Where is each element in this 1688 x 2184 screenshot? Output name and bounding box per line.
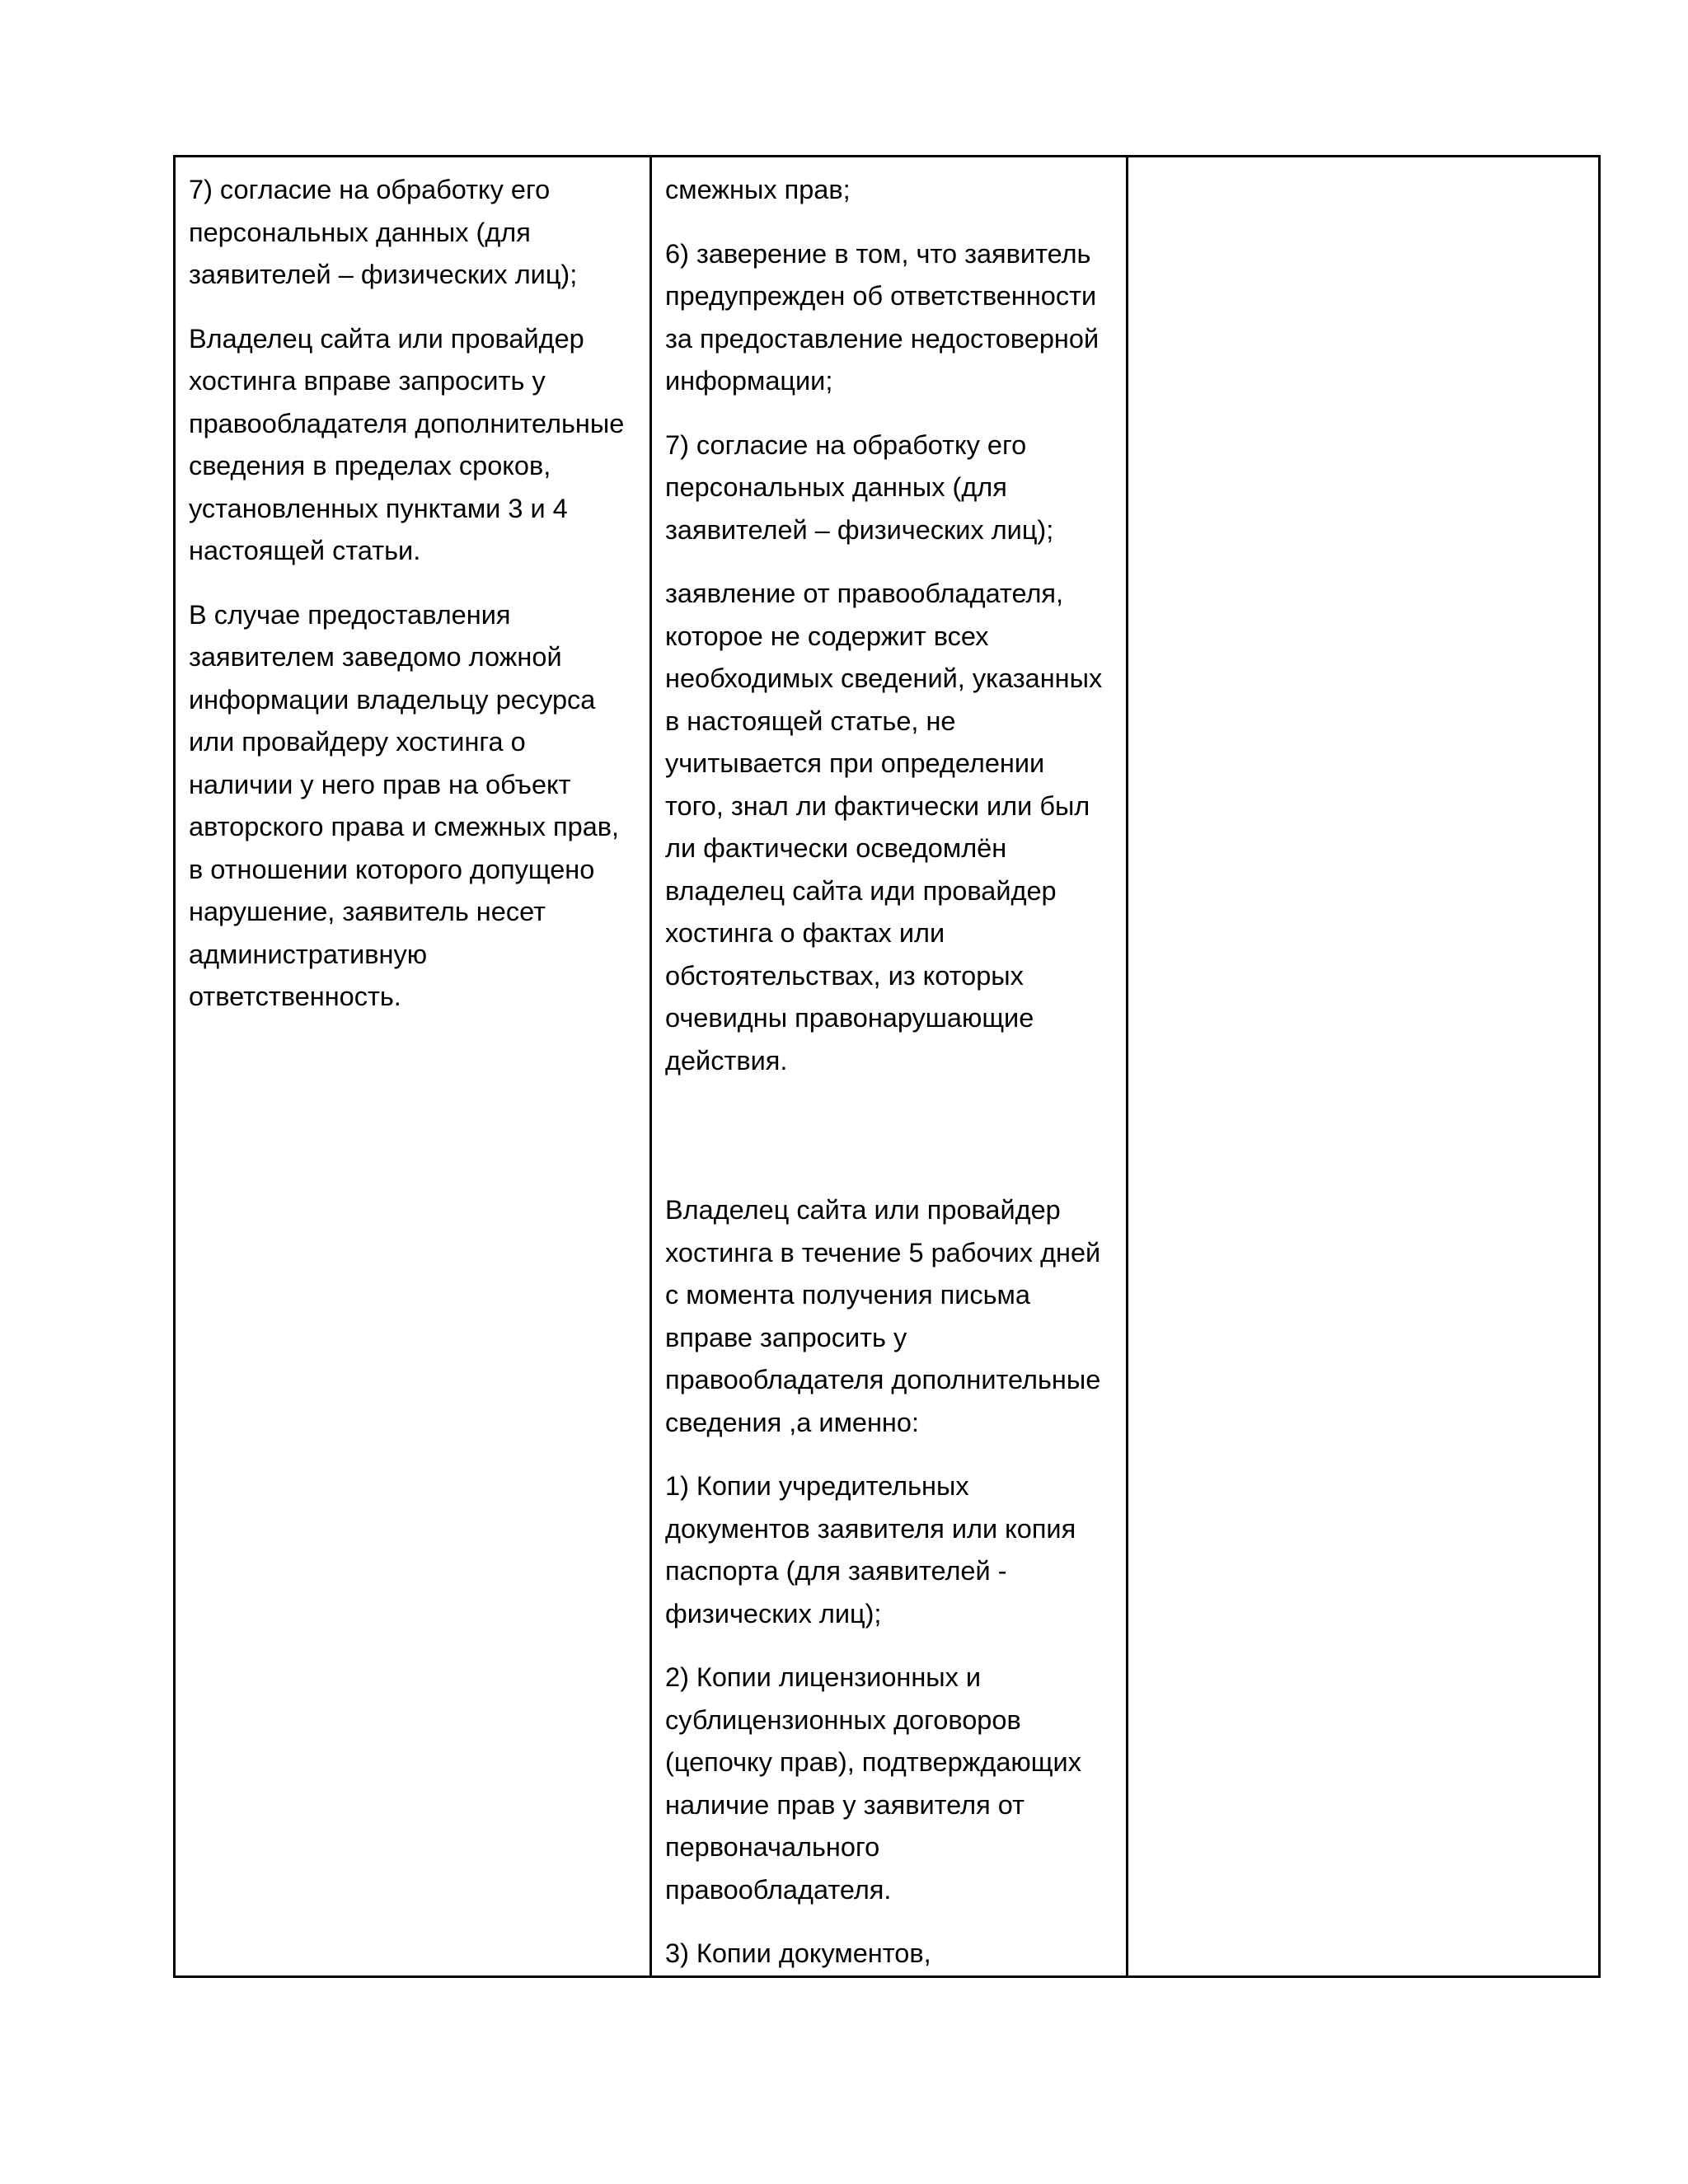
col2-paragraph-7: 2) Копии лицензионных и сублицензионных договоров (цепочку прав), подтверждающих наличие прав у заявителя от первоначального правообладателя. (665, 1662, 1081, 1905)
col1-paragraph-3: В случае предоставления заявителем заведомо ложной информации владельцу ресурса или провайдеру хостинга о наличии у него прав на объект авторского права и смежных прав, в отношении которого допущено нарушение, заявитель несет административную ответственность. (189, 599, 620, 1011)
col2-paragraph-8: 3) Копии документов, (665, 1938, 931, 1968)
table-column-1 (176, 157, 652, 1975)
col2-paragraph-2: 6) заверение в том, что заявитель предупрежден об ответственности за предоставление недостоверной информации; (665, 238, 1100, 396)
col2-paragraph-1: смежных прав; (665, 175, 851, 204)
col2-paragraph-3: 7) согласие на обработку его персональных данных (для заявителей – физических лиц); (665, 429, 1054, 545)
paragraph-spacer (665, 1104, 1114, 1189)
table-column-2 (652, 157, 1128, 1975)
document-table (173, 155, 1601, 1978)
col2-paragraph-5: Владелец сайта или провайдер хостинга в течение 5 рабочих дней с момента получения письма вправе запросить у правообладателя дополнительные сведения ,а именно: (665, 1195, 1101, 1437)
col2-paragraph-6: 1) Копии учредительных документов заявителя или копия паспорта (для заявителей - физических лиц); (665, 1471, 1076, 1629)
col2-paragraph-4: заявление от правообладателя, которое не содержит всех необходимых сведений, указанных в настоящей статье, не учитывается при определении того, знал ли фактически или был ли фактически осведомлён владелец сайта иди провайдер хостинга о фактах или обстоятельствах, из которых очевидны правонарушающие действия. (665, 579, 1103, 1076)
table-column-3-empty (1128, 157, 1598, 1975)
col1-paragraph-2: Владелец сайта или провайдер хостинга вправе запросить у правообладателя дополнительные сведения в пределах сроков, установленных пунктами 3 и 4 настоящей статьи. (189, 323, 625, 565)
col1-paragraph-1: 7) согласие на обработку его персональных данных (для заявителей – физических лиц); (189, 175, 578, 289)
